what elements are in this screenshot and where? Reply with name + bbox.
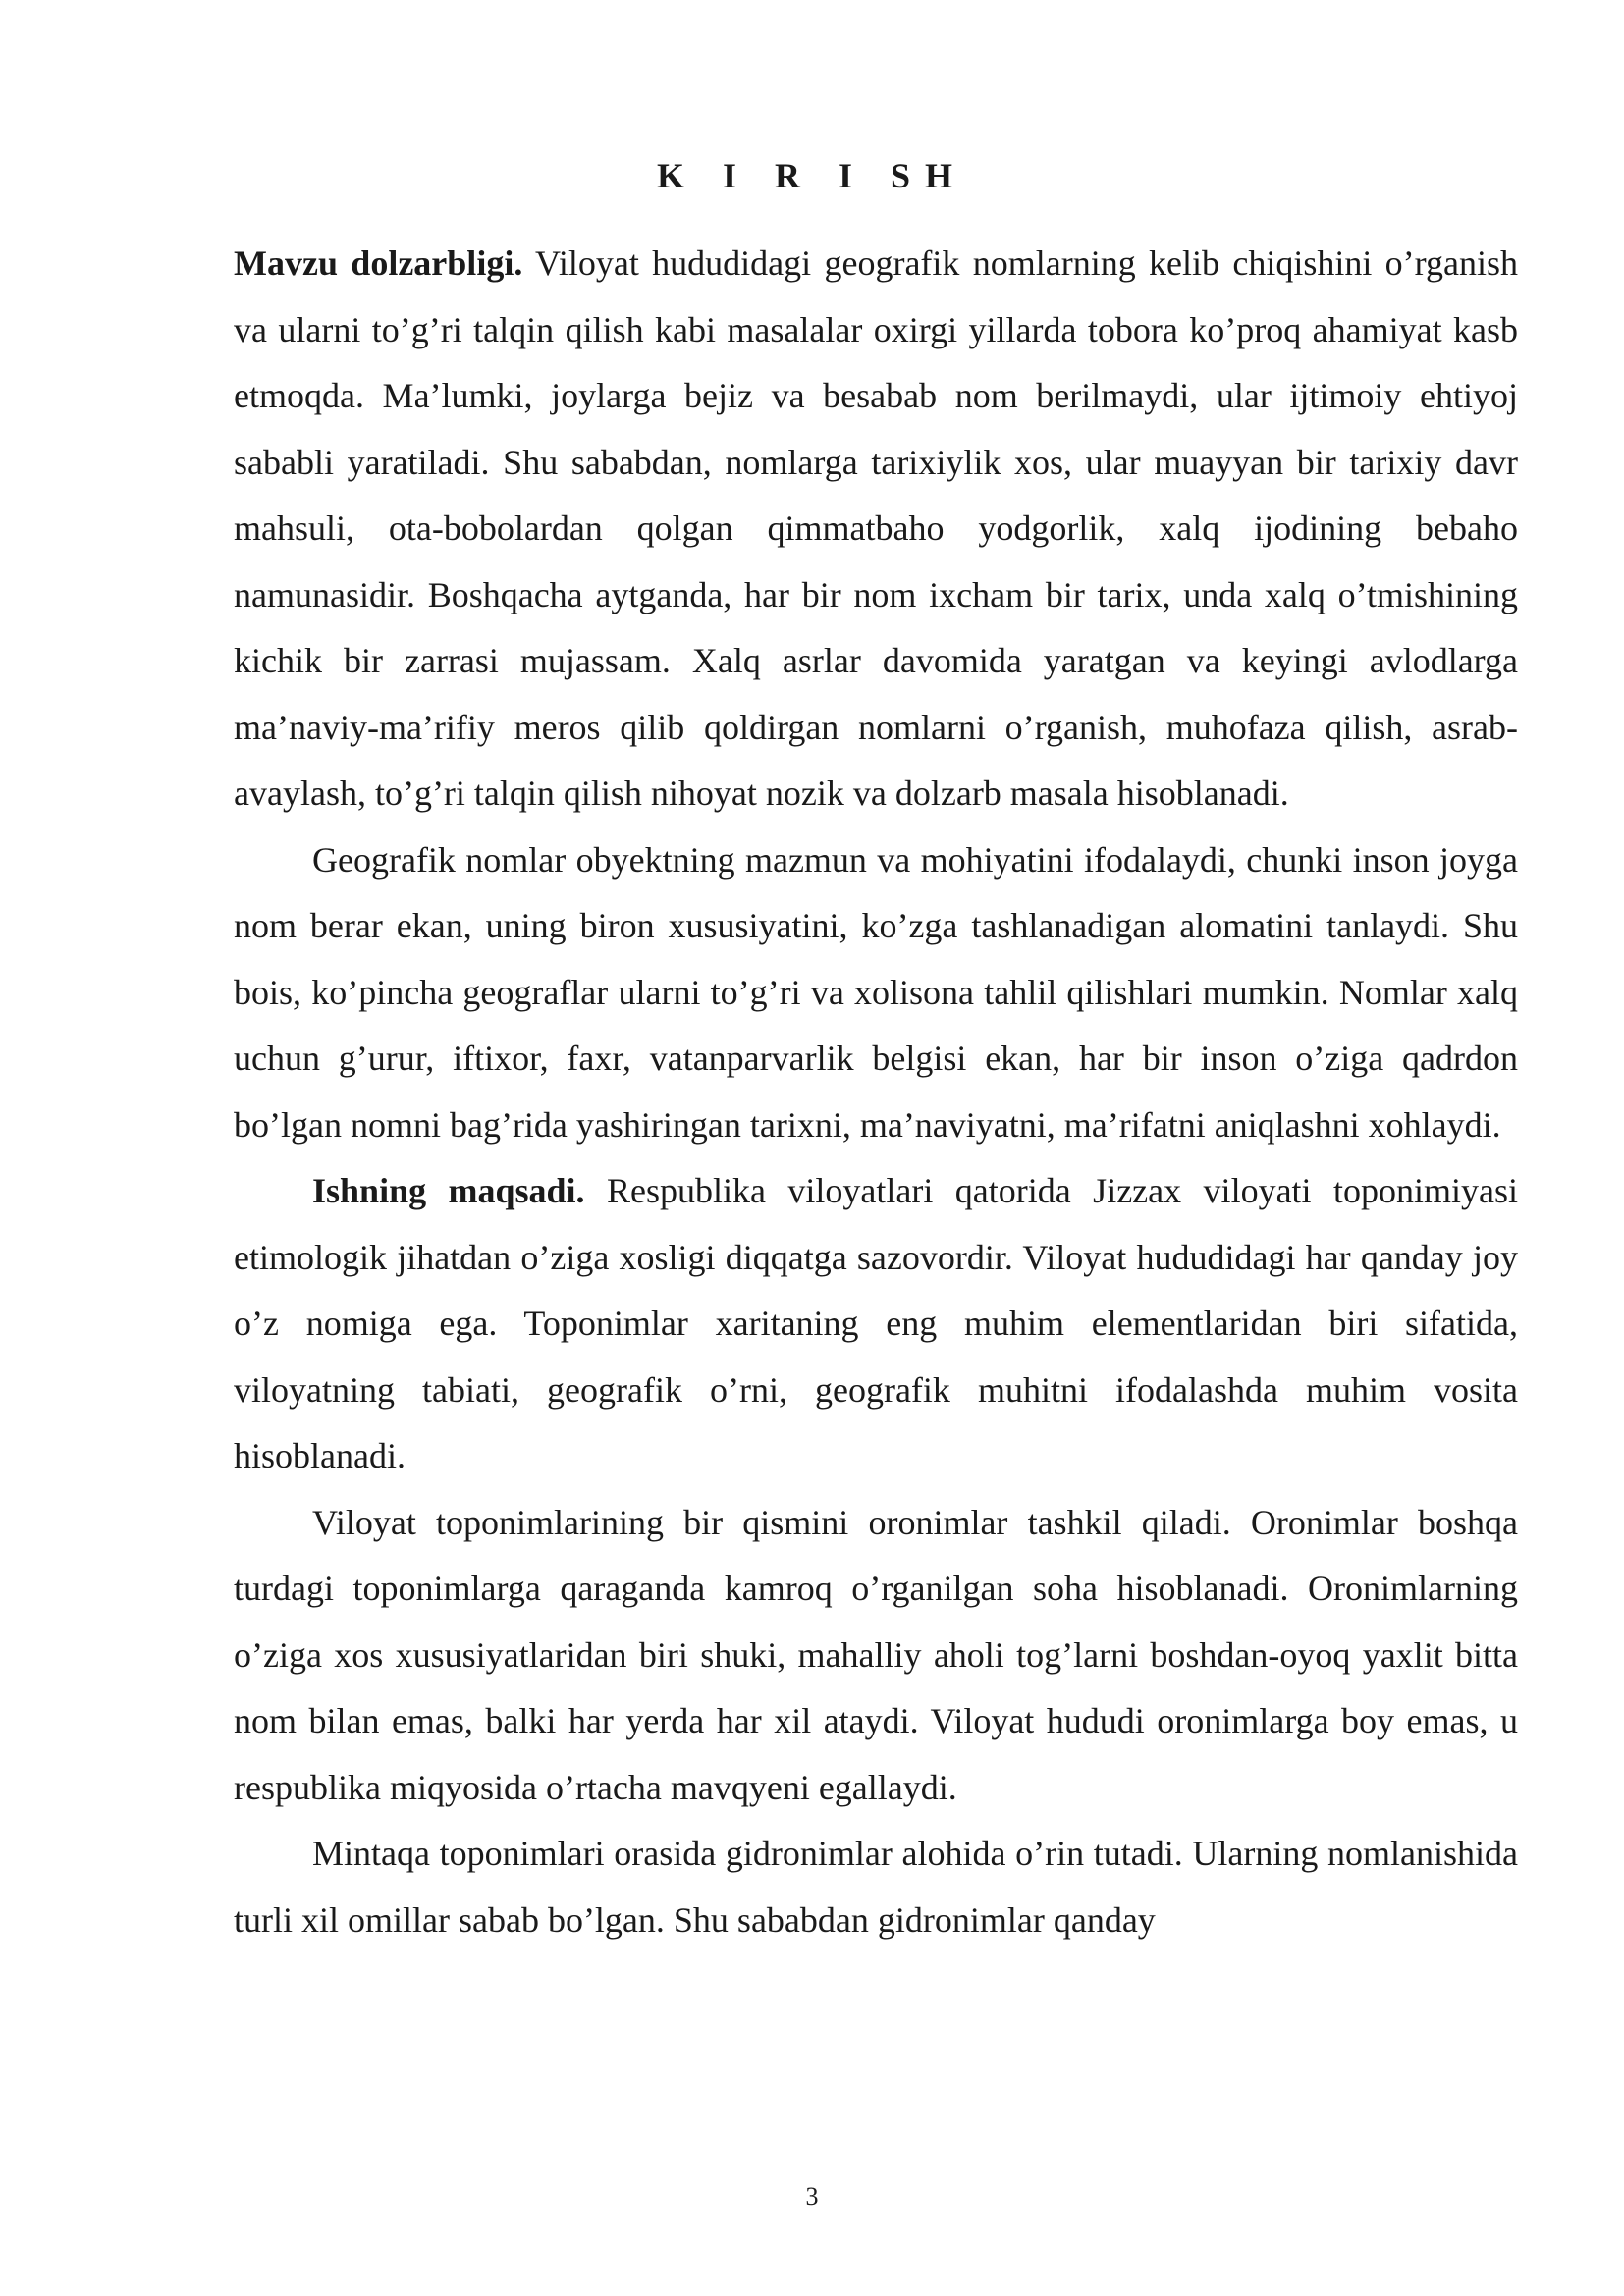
paragraph-text: Viloyat hududidagi geografik nomlarning kelib chiqishini o’rganish va ularni to’g’ri talqin qilish kabi masalalar oxirgi yillarda tobora ko’proq ahamiyat kasb etmoqda. Ma’lumki, joylarga bejiz va besabab nom berilmaydi, ular ijtimoiy ehtiyoj sababli yaratiladi. Shu sababdan, nomlarga tarixiylik xos, ular muayyan bir tarixiy davr mahsuli, ota-bobolardan qolgan qimmatbaho yodgorlik, xalq ijodining bebaho namunasidir. Boshqacha aytganda, har bir nom ixcham bir tarix, unda xalq o’tmishining kichik bir zarrasi mujassam. Xalq asrlar davomida yaratgan va keyingi avlodlarga ma’naviy-ma’rifiy meros qilib qoldirgan nomlarni o’rganish, muhofaza qilish, asrab-avaylash, to’g’ri talqin qilish nihoyat nozik va dolzarb masala hisoblanadi.	[234, 243, 1518, 813]
section-heading: K I R I SH	[656, 156, 968, 195]
body-text	[234, 231, 1518, 1953]
paragraph-oronyms: Viloyat toponimlarining bir qismini oronimlar tashkil qiladi. Oronimlar boshqa turdagi toponimlarga qaraganda kamroq o’rganilgan soha hisoblanadi. Oronimlarning o’ziga xos xususiyatlaridan biri shuki, mahalliy aholi tog’larni boshdan-oyoq yaxlit bitta nom bilan emas, balki har yerda har xil ataydi. Viloyat hududi oronimlarga boy emas, u respublika miqyosida o’rtacha mavqyeni egallaydi.	[234, 1502, 1518, 1807]
page-number: 3	[805, 2182, 819, 2211]
paragraph-geographic-names: Geografik nomlar obyektning mazmun va mohiyatini ifodalaydi, chunki inson joyga nom berar ekan, uning biron xususiyatini, ko’zga tashlanadigan alomatini tanlaydi. Shu bois, ko’pincha geograflar ularni to’g’ri va xolisona tahlil qilishlari mumkin. Nomlar xalq uchun g’urur, iftixor, faxr, vatanparvarlik belgisi ekan, har bir inson o’ziga qadrdon bo’lgan nomni bag’rida yashiringan tarixni, ma’naviyatni, ma’rifatni aniqlashni xohlaydi.	[234, 839, 1518, 1145]
paragraph-text: Respublika viloyatlari qatorida Jizzax viloyati toponimiyasi etimologik jihatdan o’ziga xosligi diqqatga sazovordir. Viloyat hududidagi har qanday joy o’z nomiga ega. Toponimlar xaritaning eng muhim elementlaridan biri sifatida, viloyatning tabiati, geografik o’rni, geografik muhitni ifodalashda muhim vosita hisoblanadi.	[234, 1171, 1518, 1475]
paragraph-hydronyms: Mintaqa toponimlari orasida gidronimlar alohida o’rin tutadi. Ularning nomlanishida turli xil omillar sabab bo’lgan. Shu sababdan gidronimlar qanday	[234, 1834, 1518, 1940]
paragraph-goal	[234, 1158, 1518, 1490]
paragraph-lead: Mavzu dolzarbligi.	[234, 243, 523, 283]
paragraph-relevance	[234, 231, 1518, 828]
paragraph-lead: Ishning maqsadi.	[312, 1171, 585, 1210]
